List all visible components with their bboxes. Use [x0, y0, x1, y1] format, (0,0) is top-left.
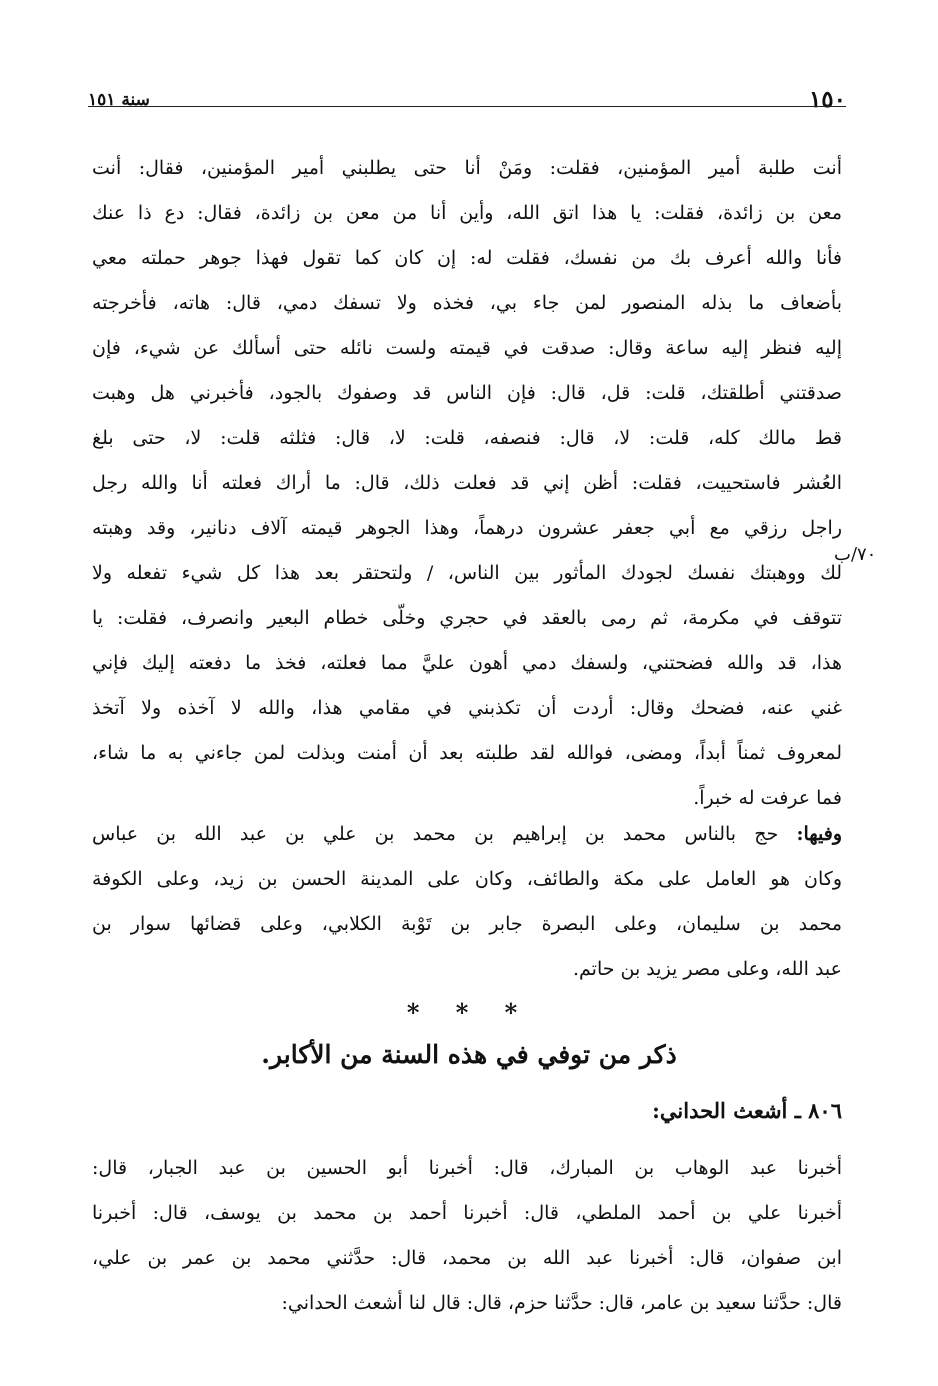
- text-line: أنت طلبة أمير المؤمنين، فقلت: ومَنْ أنا حتى يطلبني أمير المؤمنين، فقال: أنت: [92, 157, 842, 179]
- text-line: هذا، قد والله فضحتني، ولسفك دمي أهون عليَّ مما فعلته، فخذ ما دفعته إليك فإني: [92, 652, 842, 674]
- paragraph-narrative: [92, 146, 842, 821]
- text-line: العُشر فاستحييت، فقلت: أظن إني قد فعلت ذلك، قال: ما أراك فعلته أنا والله رجل: [92, 472, 842, 494]
- paragraph-lead: وفيها:: [796, 823, 842, 845]
- text-line: قال: حدَّثنا سعيد بن عامر، قال: حدَّثنا حزم، قال: قال لنا أشعث الحداني:: [281, 1292, 842, 1314]
- text-line: أخبرنا علي بن أحمد الملطي، قال: أخبرنا أحمد بن محمد بن يوسف، قال: أخبرنا: [92, 1202, 842, 1224]
- entry-heading: ٨٠٦ ـ أشعث الحداني:: [652, 1098, 842, 1123]
- text-line: بأضعاف ما بذله المنصور لمن جاء بي، فخذه ولا تسفك دمي، قال: هاته، فأخرجته: [92, 292, 842, 314]
- text-line: عبد الله، وعلى مصر يزيد بن حاتم.: [572, 958, 842, 980]
- entry-isnad: [92, 1146, 842, 1326]
- page-number: ١٥٠: [808, 86, 846, 113]
- text-line: قط مالك كله، قلت: لا، قال: فنصفه، قلت: لا، قال: فثلثه قلت: لا، حتى بلغ: [92, 427, 842, 449]
- text-line: فما عرفت له خبراً.: [693, 787, 842, 809]
- text-line: صدقتني أطلقتك، قلت: قل، قال: فإن الناس قد وصفوك بالجود، فأخبرني هل وهبت: [92, 382, 842, 404]
- section-title: ذكر من توفي في هذه السنة من الأكابر.: [261, 1040, 677, 1069]
- text-line: تتوقف في مكرمة، ثم رمى بالعقد في حجري وخلّى خطام البعير وانصرف، فقلت: يا: [92, 607, 842, 629]
- text-line: غني عنه، فضحك وقال: أردت أن تكذبني في مقامي هذا، والله لا آخذه ولا آتخذ: [92, 697, 842, 719]
- paragraph-pilgrimage: [92, 812, 842, 992]
- text-line: لك ووهبتك نفسك لجودك المأثور بين الناس، / ولتحتقر بعد هذا كل شيء تفعله ولا: [92, 562, 842, 584]
- section-separator: * * *: [406, 998, 532, 1027]
- text-line: راجل رزقي مع أبي جعفر عشرون درهماً، وهذا الجوهر قيمته آلاف دنانير، وقد وهبته: [92, 517, 842, 539]
- header-rule: [88, 106, 846, 107]
- text-line: وكان هو العامل على مكة والطائف، وكان على المدينة الحسن بن زيد، وعلى الكوفة: [92, 868, 842, 890]
- text-line-content: حج بالناس محمد بن إبراهيم بن محمد بن علي بن عبد الله بن عباس: [92, 823, 779, 845]
- text-line: فأنا والله أعرف بك من نفسك، فقلت له: إن كان كما تقول فهذا جوهر حملته معي: [92, 247, 842, 269]
- text-line: ابن صفوان، قال: أخبرنا عبد الله بن محمد، قال: حدَّثني محمد بن عمر بن علي،: [92, 1247, 842, 1269]
- text-line: محمد بن سليمان، وعلى البصرة جابر بن تَوْبة الكلابي، وعلى قضائها سوار بن: [92, 913, 842, 935]
- year-label: سنة ١٥١: [88, 90, 150, 110]
- text-line: [92, 812, 842, 857]
- text-line: لمعروف ثمناً أبداً، ومضى، فوالله لقد طلبته بعد أن أمنت وبذلت لمن جاءني به ما شاء،: [92, 742, 842, 764]
- text-line: إليه فنظر إليه ساعة وقال: صدقت في قيمته ولست نائله حتى أسألك عن شيء، فإن: [92, 337, 842, 359]
- margin-note: ٧٠/ب: [834, 544, 877, 565]
- text-line: أخبرنا عبد الوهاب بن المبارك، قال: أخبرنا أبو الحسين بن عبد الجبار، قال:: [92, 1157, 842, 1179]
- text-line: معن بن زائدة، فقلت: يا هذا اتق الله، وأين أنا من معن بن زائدة، فقال: دع ذا عنك: [92, 202, 842, 224]
